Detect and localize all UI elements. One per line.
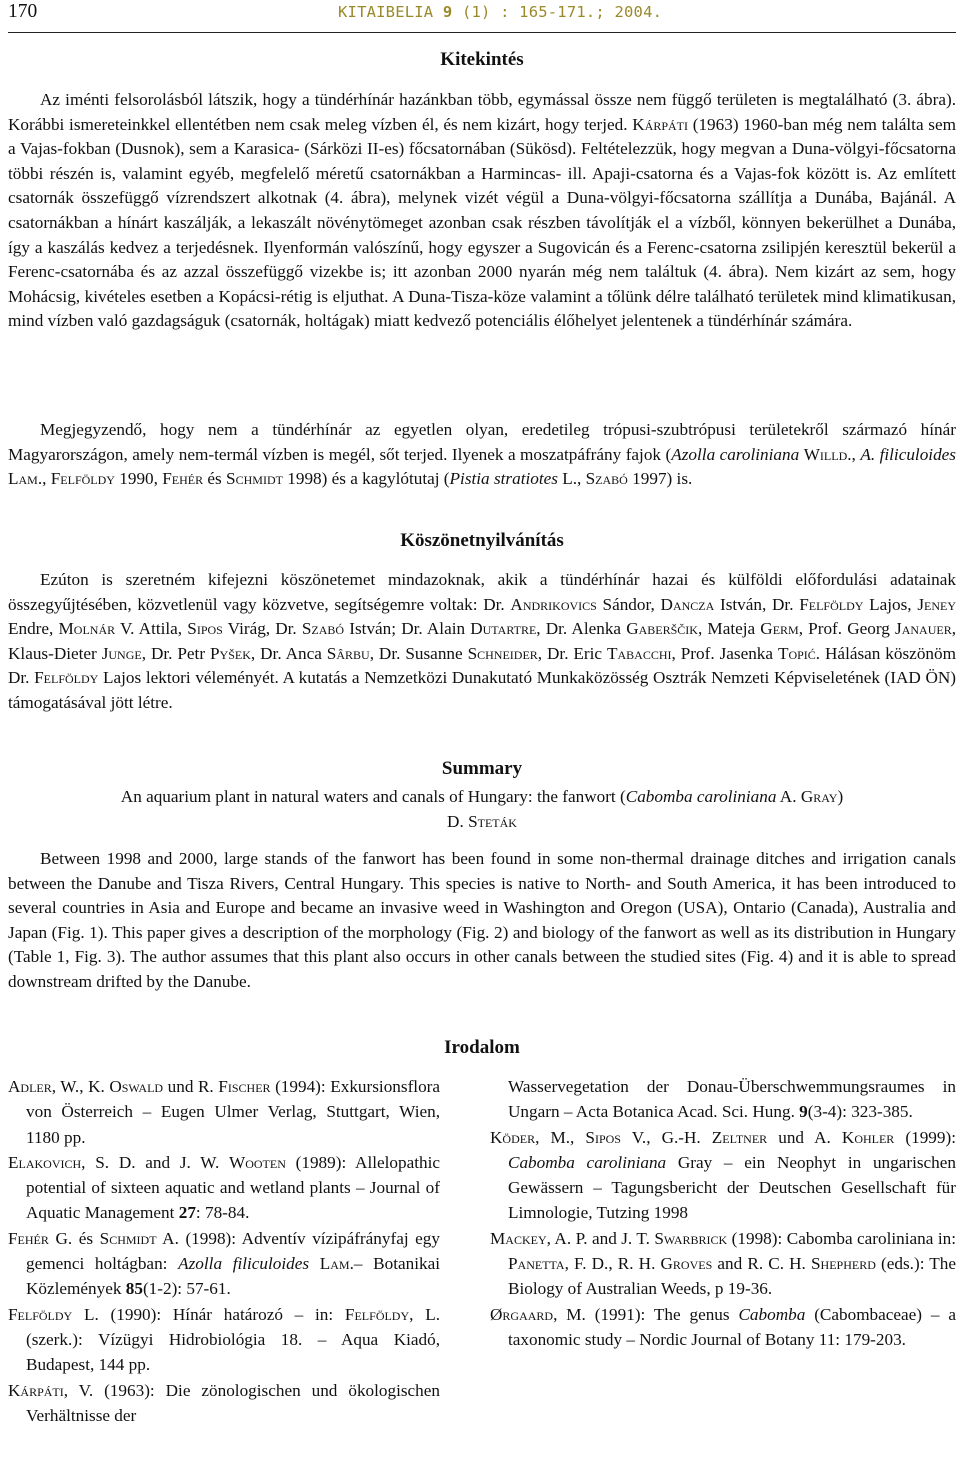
species-name: Azolla caroliniana bbox=[671, 444, 800, 464]
reference-item: Mackey, A. P. and J. T. Swarbrick (1998): Cabomba caroliniana in: Panetta, F. D., R. H. Groves and R. C. H. Shepherd (eds.): The Biology of Australian Weeds, p 19-36. bbox=[490, 1228, 957, 1299]
species-name: Cabomba caroliniana bbox=[625, 787, 777, 806]
journal-issue-pages: (1) : 165-171.; 2004. bbox=[461, 3, 663, 21]
reference-item: Felföldy L. (1990): Hínár határozó – in: Felföldy, L. (szerk.): Vízügyi Hidrobiológia 18. – Aqua Kiadó, Budapest, 144 pp. bbox=[8, 1304, 440, 1375]
reference-item: Elakovich, S. D. and J. W. Wooten (1989): Allelopathic potential of sixteen aquatic and wetland plants – Journal of Aquatic Management 27: 78-84. bbox=[8, 1152, 441, 1223]
reference-item: Fehér G. és Schmidt A. (1998): Adventív vízipáfrányfaj egy gemenci holtágban: Azolla filiculoides Lam.– Botanikai Közlemények 85(1-2): 57-61. bbox=[8, 1228, 440, 1299]
section-title-references: Irodalom bbox=[444, 1037, 520, 1058]
summary-subtitle: An aquarium plant in natural waters and canals of Hungary: the fanwort (Cabomba caroliniana A. Gray) D. Steták bbox=[120, 787, 844, 831]
author-name: Szabó bbox=[585, 469, 628, 489]
section-title-outlook: Kitekintés bbox=[440, 49, 524, 70]
author-name: Felföldy bbox=[50, 469, 115, 489]
summary-author: Steták bbox=[468, 811, 517, 831]
author-name: Fehér bbox=[162, 469, 204, 489]
species-name: Pistia stratiotes bbox=[449, 469, 558, 489]
reference-item: Adler, W., K. Oswald und R. Fischer (1994): Exkursionsflora von Österreich – Eugen Ulmer Verlag, Stuttgart, Wien, 1180 pp. bbox=[8, 1077, 441, 1147]
section-title-summary: Summary bbox=[441, 758, 523, 779]
author-name: Willd. bbox=[803, 444, 852, 464]
page-header bbox=[8, 0, 956, 33]
author-name: Schmidt bbox=[226, 469, 283, 489]
section-title-acknowledgements: Köszönetnyilvánítás bbox=[400, 530, 564, 551]
journal-page bbox=[8, 0, 956, 1479]
reference-item: Kárpáti, V. (1963): Die zönologischen und ökologischen Verhältnisse der bbox=[8, 1380, 440, 1425]
acknowledgements-paragraph: Ezúton is szeretném kifejezni köszönetemet mindazoknak, akik a tündérhínár hazai és külföldi előfordulási adatainak összegyűjtésében, közvetlenül vagy közvetve, segítségemre voltak: Dr. Andrikovics Sándor, Dancza István, Dr. Felföldy Lajos, Jeney Endre, Molnár V. Attila, Sipos Virág, Dr. Szabó István; Dr. Alain Dutartre, Dr. Alenka Gaberščik, Mateja Germ, Prof. Georg Janauer, Klaus-Dieter Junge, Dr. Petr Pyšek, Dr. Anca Sârbu, Dr. Susanne Schneider, Dr. Eric Tabacchi, Prof. Jasenka Topić. Hálásan köszönöm Dr. Felföldy Lajos lektori véleményét. A kutatás a Nemzetközi Dunakutató Munkaközösség Osztrák Nemzeti Képviseletének (IAD ÖN) támogatásával jött létre. bbox=[8, 570, 957, 712]
summary-paragraph: Between 1998 and 2000, large stands of the fanwort has been found in some non-thermal drainage ditches and irrigation canals between the Danube and Tisza Rivers, Central Hungary. This species is native to North- and South America, it has been introduced to several countries in Asia and Europe and became an invasive weed in Washington and Oregon (USA), Ontario (Canada), Australia and Japan (Fig. 1). This paper gives a description of the morphology (Fig. 2) and biology of the fanwort as well as its distribution in Hungary (Table 1, Fig. 3). The author assumes that this plant also occurs in other canals between the studied sites (Fig. 4) and it is able to spread downstream drifted by the Danube. bbox=[8, 849, 956, 991]
outlook-paragraph-2: Megjegyzendő, hogy nem a tündérhínár az egyetlen olyan, eredetileg trópusi-szubtrópusi területekről származó hínár Magyarországon, amely nem-termál vízben is megél, sőt terjed. Ilyenek a moszatpáfrány fajok (Azolla caroliniana Willd., A. filiculoides Lam., Felföldy 1990, Fehér és Schmidt 1998) és a kagylótutaj (Pistia stratiotes L., Szabó 1997) is. bbox=[8, 420, 956, 489]
author-name: Lam. bbox=[8, 469, 43, 489]
page-number: 170 bbox=[8, 1, 38, 22]
references-right-column bbox=[490, 1074, 956, 1352]
reference-item: Ørgaard, M. (1991): The genus Cabomba (Cabombaceae) – a taxonomic study – Nordic Journal of Botany 11: 179-203. bbox=[490, 1304, 956, 1349]
references-left-column bbox=[8, 1074, 440, 1428]
journal-name: KITAIBELIA bbox=[338, 3, 434, 21]
author-name: Kárpáti bbox=[632, 114, 688, 134]
journal-reference bbox=[338, 3, 662, 21]
journal-volume: 9 bbox=[442, 3, 453, 21]
outlook-paragraph-1: Az iménti felsorolásból látszik, hogy a tündérhínár hazánkban több, egymással össze nem függő területen is megtalálható (3. ábra). Korábbi ismereteinkkel ellentétben nem csak meleg vízben él, és nem kizárt, hogy terjed. Kárpáti (1963) 1960-ban még nem találta sem a Vajas-fokban (Dusnok), sem a Karasica- (Sárközi II-es) főcsatornában (Sükösd). Feltételezzük, hogy megvan a Duna-völgyi-főcsatorna többi részén is, valamint egyéb, megfelelő méretű csatornákban a Harmincas- ill. Apaji-csatorna és a Vajas-fok között is. Az említett csatornák összefüggő vízrendszert alkotnak (4. ábra), melynek vizét végül a Duna-völgyi-főcsatorna szállítja a Dunába, Bajánál. A csatornákban a hínárt kaszálják, a lekaszált növénytömeget azonban csak részben távolítják el a vízből, könnyen bekerülhet a Dunába, így a kaszálás kedvez a terjedésnek. Ilyenformán valószínű, hogy egyszer a Sugovicán és a Ferenc-csatorna zsilipjén keresztül bekerül a Ferenc-csatornába és az azzal összefüggő vizekbe is; itt azonban 2000 nyarán még nem találtuk (4. ábra). Nem kizárt az sem, hogy Mohácsig, kivételes esetben a Kopácsi-rétig is eljuthat. A Duna-Tisza-köze valamint a tőlünk délre található területek mind klimatikusan, mind vízben való gazdagságuk (csatornák, holtágak) miatt kedvező potenciális élőhelyet jelentenek a tündérhínár számára. bbox=[8, 90, 956, 331]
reference-item: Köder, M., Sipos V., G.-H. Zeltner und A. Kohler (1999): Cabomba caroliniana Gray – ein Neophyt in ungarischen Gewässern – Tagungsbericht der Deutschen Gesellschaft für Limnologie, Tutzing 1998 bbox=[490, 1127, 956, 1223]
species-name: A. filiculoides bbox=[860, 444, 956, 464]
reference-continuation: Wasservegetation der Donau-Überschwemmungsraumes in Ungarn – Acta Botanica Acad. Sci. Hung. 9(3-4): 323-385. bbox=[508, 1077, 956, 1122]
